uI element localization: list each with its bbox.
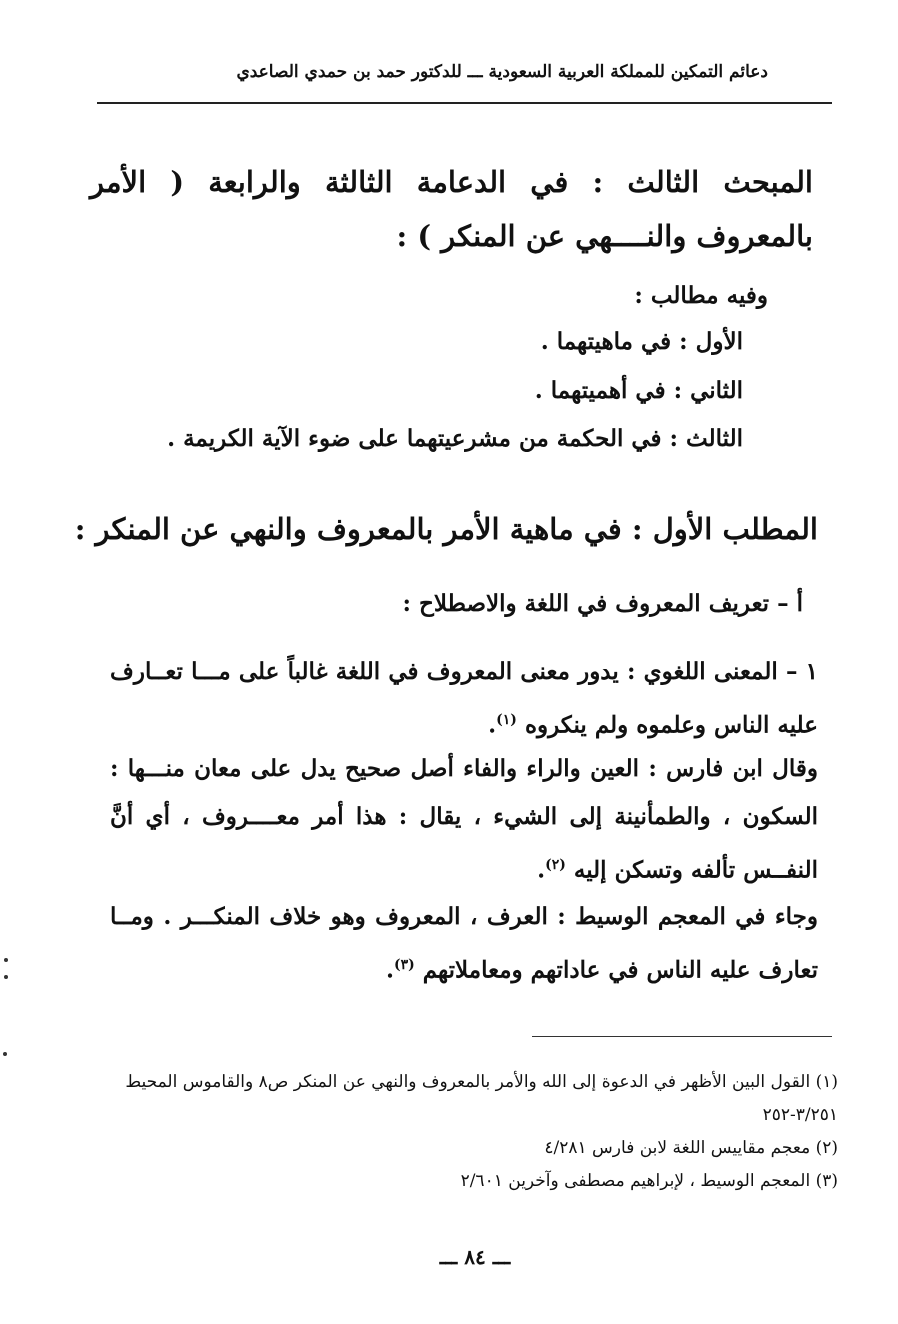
footnote-ref[interactable]: (٢) (545, 857, 566, 873)
paragraph-linguistic-meaning (110, 648, 818, 750)
footnote-text: معجم مقاييس اللغة لابن فارس ٤/٢٨١ (544, 1138, 811, 1158)
footnote-text: القول البين الأظهر في الدعوة إلى الله والأمر بالمعروف والنهي عن المنكر ص٨ والقاموس المحيط ٣/٢٥١-٢٥٢ (125, 1072, 838, 1125)
intro-text: وفيه مطالب : (634, 282, 768, 309)
footnote-ref[interactable]: (٣) (393, 957, 415, 973)
footnote-label: (٣) (815, 1171, 838, 1191)
paragraph-end: . (537, 856, 546, 884)
list-item-third: الثالث : في الحكمة من مشرعيتهما على ضوء الآية الكريمة . (167, 425, 743, 452)
paragraph-text: وقال ابن فارس : العين والراء والفاء أصل صحيح يدل على معان منـــها : السكون ، والطمأنينة إلى الشيء ، يقال : هذا أمر معــــروف ، أي أنَّ النفــس تألفه وتسكن إليه (110, 755, 818, 884)
footnote-label: (٢) (815, 1138, 838, 1158)
footnote-label: (١) (815, 1072, 838, 1092)
paragraph-ibn-faris (110, 745, 818, 895)
header-rule (97, 102, 832, 104)
list-item-first: الأول : في ماهيتهما . (540, 328, 743, 355)
footnote-separator (532, 1036, 832, 1037)
paragraph-end: . (488, 711, 497, 739)
footnote-ref[interactable]: (١) (496, 712, 517, 728)
list-item-second: الثاني : في أهميتهما . (534, 377, 743, 404)
scan-speck (4, 975, 8, 979)
footnote-text: المعجم الوسيط ، لإبراهيم مصطفى وآخرين ٢/٦٠١ (460, 1171, 811, 1191)
running-head: دعائم التمكين للمملكة العربية السعودية ـــ للدكتور حمد بن حمدي الصاعدي (236, 62, 768, 82)
page-number: ـــ ٨٤ ـــ (439, 1245, 511, 1269)
section-title: المبحث الثالث : في الدعامة الثالثة والرابعة ( الأمر بالمعروف والنــــهي عن المنكر ) : (90, 165, 813, 253)
paragraph-wasit (110, 893, 818, 995)
scan-speck (3, 1052, 7, 1056)
footnote-item (120, 1132, 838, 1165)
paragraph-text: ١ – المعنى اللغوي : يدور معنى المعروف في اللغة غالباً على مـــا تعــارف عليه الناس وعلموه ولم ينكروه (110, 658, 818, 739)
footnote-item (120, 1066, 838, 1132)
paragraph-text: وجاء في المعجم الوسيط : العرف ، المعروف وهو خلاف المنكـــر . ومــا تعارف عليه الناس في عاداتهم ومعاملاتهم (110, 903, 818, 984)
scan-speck (4, 958, 8, 962)
paragraph-end: . (385, 956, 394, 984)
heading-a: أ – تعريف المعروف في اللغة والاصطلاح : (402, 590, 803, 617)
subsection-title: المطلب الأول : في ماهية الأمر بالمعروف والنهي عن المنكر : (74, 512, 818, 546)
footnote-item (120, 1165, 838, 1198)
footnotes (120, 1066, 838, 1198)
